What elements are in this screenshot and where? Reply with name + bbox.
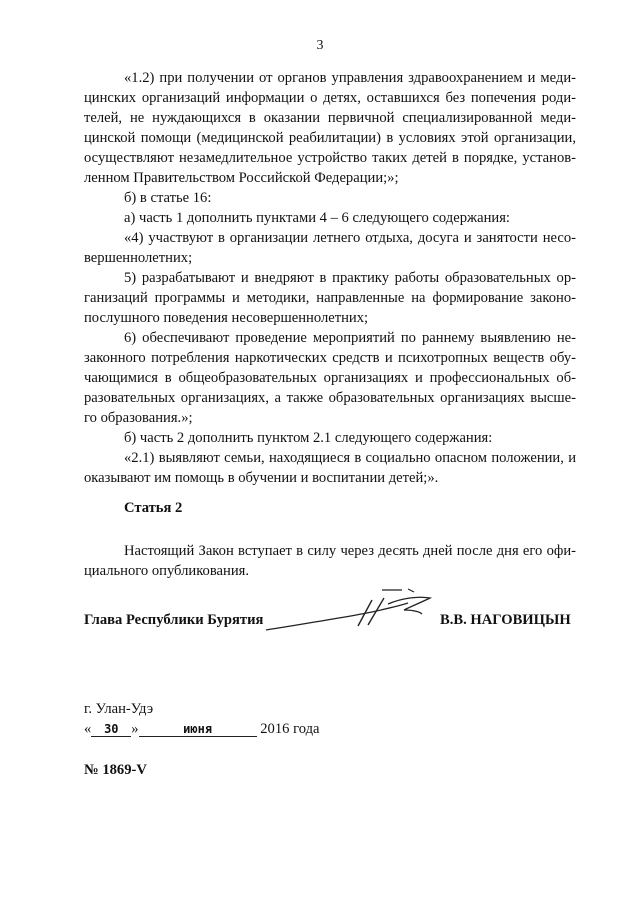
text-line: телей, не нуждающихся в оказании первичной специализированной меди-	[84, 110, 576, 126]
text-line: а) часть 1 дополнить пунктами 4 – 6 следующего содержания:	[124, 210, 510, 226]
article-title: Статья 2	[124, 500, 183, 516]
text-line: чающимися в общеобразовательных организациях и профессиональных об-	[84, 370, 576, 386]
text-line: 6) обеспечивают проведение мероприятий по раннему выявлению не-	[124, 330, 576, 346]
text-line: б) в статье 16:	[124, 190, 212, 206]
text-line: осуществляют незамедлительное устройство таких детей в порядке, установ-	[84, 150, 576, 166]
text-line: оказывают им помощь в обучении и воспитании детей;».	[84, 470, 439, 486]
date-close-quote: »	[131, 721, 139, 737]
text-line: «2.1) выявляют семьи, находящиеся в социально опасном положении, и	[124, 450, 576, 466]
text-line: б) часть 2 дополнить пунктом 2.1 следующего содержания:	[124, 430, 493, 446]
handwritten-signature	[262, 588, 442, 634]
article-text-line: циального опубликования.	[84, 563, 250, 579]
law-number: № 1869-V	[84, 762, 147, 778]
text-line: «1.2) при получении от органов управления здравоохранением и меди-	[124, 70, 576, 86]
text-line: послушного поведения несовершеннолетних;	[84, 310, 369, 326]
date-open-quote: «	[84, 721, 92, 737]
place: г. Улан-Удэ	[84, 701, 154, 717]
text-line: цинской помощи (медицинской реабилитации) в условиях этой организации,	[84, 130, 576, 146]
text-line: вершеннолетних;	[84, 250, 193, 266]
date-day: 30	[91, 722, 131, 737]
text-line: ганизаций программы и методики, направленные на формирование законо-	[84, 290, 576, 306]
text-line: законного потребления наркотических средств и психотропных веществ обу-	[84, 350, 576, 366]
article-text-line: Настоящий Закон вступает в силу через десять дней после дня его офи-	[124, 543, 576, 559]
date	[84, 721, 320, 738]
text-line: «4) участвуют в организации летнего отдыха, досуга и занятости несо-	[124, 230, 576, 246]
signatory-name: В.В. НАГОВИЦЫН	[440, 612, 571, 628]
date-month: июня	[139, 722, 257, 737]
text-line: ленном Правительством Российской Федерации;»;	[84, 170, 399, 186]
text-line: цинских организаций информации о детях, оставшихся без попечения роди-	[84, 90, 576, 106]
page-number: 3	[316, 38, 324, 53]
text-line: разовательных организациях, а также образовательных организациях высше-	[84, 390, 576, 406]
text-line: го образования.»;	[84, 410, 193, 426]
signatory-title: Глава Республики Бурятия	[84, 612, 264, 628]
text-line: 5) разрабатывают и внедряют в практику работы образовательных ор-	[124, 270, 576, 286]
date-year: 2016 года	[260, 721, 320, 737]
